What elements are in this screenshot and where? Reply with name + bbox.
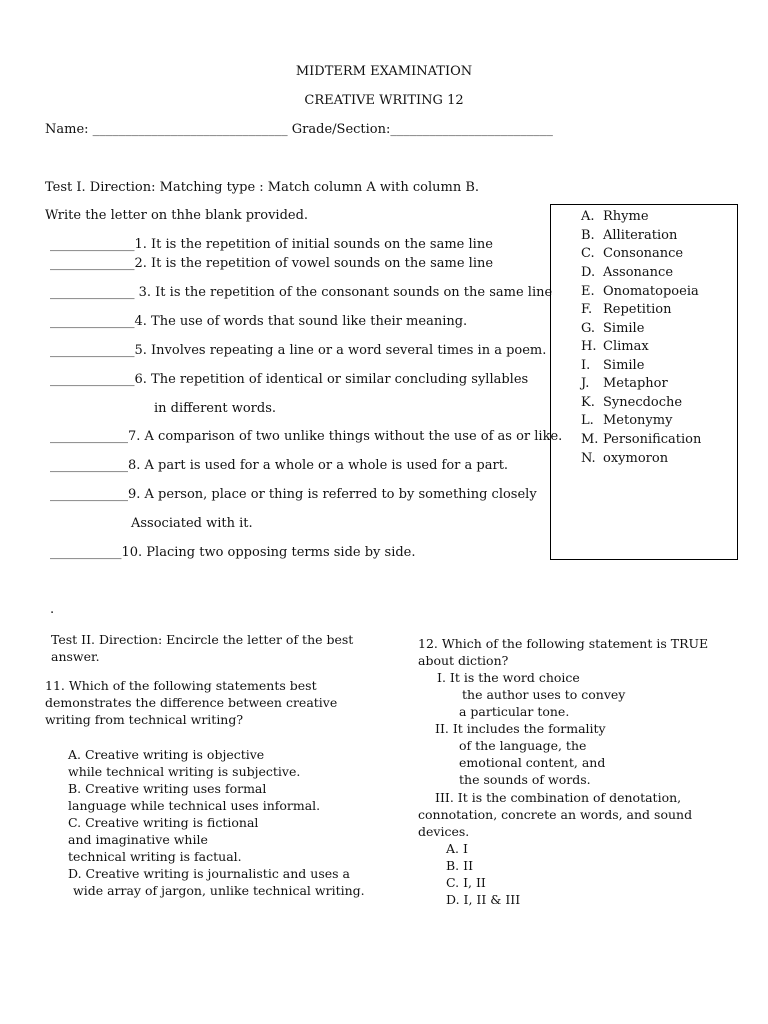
q11-option-c-cont-1: and imaginative while bbox=[68, 832, 208, 847]
exam-subtitle: CREATIVE WRITING 12 bbox=[304, 93, 464, 108]
choice-a: A. Rhyme bbox=[581, 209, 649, 224]
matching-item-1: _____________1. It is the repetition of initial sounds on the same line bbox=[50, 237, 493, 252]
choice-l: L. Metonymy bbox=[581, 413, 673, 428]
q12-statement-ii-cont-2: emotional content, and bbox=[459, 755, 606, 770]
matching-item-9-cont: Associated with it. bbox=[131, 516, 253, 531]
choice-d: D. Assonance bbox=[581, 265, 674, 280]
choice-n: N. oxymoron bbox=[581, 451, 669, 466]
q11-option-d-cont: wide array of jargon, unlike technical writing. bbox=[73, 883, 365, 898]
test2-direction: Test II. Direction: Encircle the letter of the best bbox=[51, 632, 354, 647]
choice-h: H. Climax bbox=[581, 339, 649, 354]
q12-option-a: A. I bbox=[446, 841, 468, 856]
q12-statement-ii: II. It includes the formality bbox=[435, 721, 606, 736]
matching-item-9: ____________9. A person, place or thing is referred to by something closely bbox=[50, 487, 537, 502]
q11-option-d: D. Creative writing is journalistic and uses a bbox=[68, 866, 350, 881]
matching-item-6-cont: in different words. bbox=[154, 401, 277, 416]
q11-option-a: A. Creative writing is objective bbox=[68, 747, 265, 762]
matching-item-4: _____________4. The use of words that sound like their meaning. bbox=[50, 314, 468, 329]
q12-statement-iii: III. It is the combination of denotation, bbox=[435, 790, 682, 805]
matching-item-10: ___________10. Placing two opposing terms side by side. bbox=[50, 545, 416, 560]
matching-item-6: _____________6. The repetition of identical or similar concluding syllables bbox=[50, 372, 529, 387]
choice-i: I. Simile bbox=[581, 358, 645, 373]
stray-dot: . bbox=[50, 602, 55, 617]
q12-line-2: about diction? bbox=[418, 653, 509, 668]
q11-option-c-cont-2: technical writing is factual. bbox=[68, 849, 242, 864]
name-grade-line: Name: ______________________________ Grade/Section:_________________________ bbox=[45, 122, 553, 137]
matching-item-5: _____________5. Involves repeating a line or a word several times in a poem. bbox=[50, 343, 547, 358]
choice-f: F. Repetition bbox=[581, 302, 672, 317]
q12-option-c: C. I, II bbox=[446, 875, 486, 890]
choice-m: M. Personification bbox=[581, 432, 702, 447]
choice-j: J. Metaphor bbox=[581, 376, 668, 391]
q12-option-d: D. I, II & III bbox=[446, 892, 521, 907]
q11-line-2: demonstrates the difference between creative bbox=[45, 695, 338, 710]
matching-item-8: ____________8. A part is used for a whole or a whole is used for a part. bbox=[50, 458, 509, 473]
choices-box bbox=[550, 204, 738, 560]
q11-option-b-cont: language while technical uses informal. bbox=[68, 798, 321, 813]
q12-option-b: B. II bbox=[446, 858, 474, 873]
q12-statement-i-cont-2: a particular tone. bbox=[459, 704, 570, 719]
test2-direction-cont: answer. bbox=[51, 649, 100, 664]
q11-line-3: writing from technical writing? bbox=[45, 712, 244, 727]
exam-title: MIDTERM EXAMINATION bbox=[295, 64, 473, 79]
q12-statement-iii-cont-1: connotation, concrete an words, and sound bbox=[418, 807, 693, 822]
q12-line-1: 12. Which of the following statement is TRUE bbox=[418, 636, 709, 651]
matching-item-3: _____________ 3. It is the repetition of the consonant sounds on the same line bbox=[50, 285, 553, 300]
q11-option-c: C. Creative writing is fictional bbox=[68, 815, 259, 830]
choice-c: C. Consonance bbox=[581, 246, 684, 261]
q11-option-a-cont: while technical writing is subjective. bbox=[68, 764, 301, 779]
test1-direction: Test I. Direction: Matching type : Match column A with column B. bbox=[45, 180, 480, 195]
q11-line-1: 11. Which of the following statements best bbox=[45, 678, 317, 693]
choice-b: B. Alliteration bbox=[581, 228, 678, 243]
q12-statement-ii-cont-1: of the language, the bbox=[459, 738, 587, 753]
matching-item-7: ____________7. A comparison of two unlike things without the use of as or like. bbox=[50, 429, 563, 444]
q11-option-b: B. Creative writing uses formal bbox=[68, 781, 267, 796]
test1-instruction: Write the letter on thhe blank provided. bbox=[45, 208, 309, 223]
q12-statement-i: I. It is the word choice bbox=[437, 670, 580, 685]
q12-statement-iii-cont-2: devices. bbox=[418, 824, 470, 839]
choice-g: G. Simile bbox=[581, 321, 645, 336]
matching-item-2: _____________2. It is the repetition of vowel sounds on the same line bbox=[50, 256, 494, 271]
choice-k: K. Synecdoche bbox=[581, 395, 683, 410]
q12-statement-i-cont-1: the author uses to convey bbox=[462, 687, 626, 702]
choice-e: E. Onomatopoeia bbox=[581, 284, 699, 299]
q12-statement-ii-cont-3: the sounds of words. bbox=[459, 772, 591, 787]
